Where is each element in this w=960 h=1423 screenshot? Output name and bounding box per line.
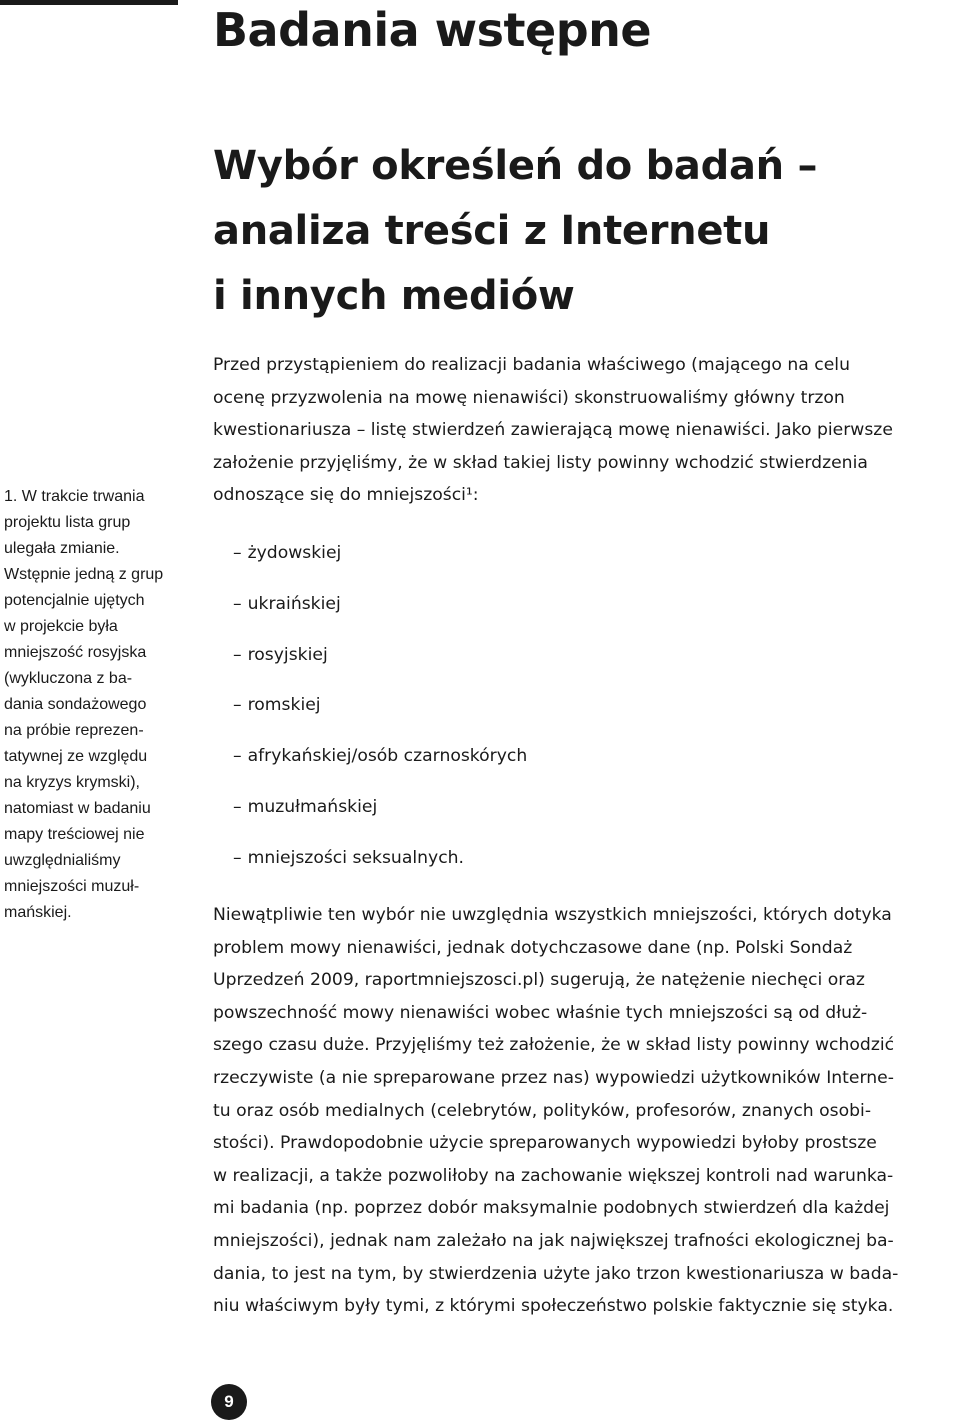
- list-item-text: ukraińskiej: [247, 593, 341, 614]
- minorities-list: [233, 536, 527, 892]
- dash-marker: –: [233, 695, 242, 716]
- list-item-text: afrykańskiej/osób czarnoskórych: [247, 746, 528, 767]
- dash-marker: –: [233, 644, 242, 665]
- footnote-line: na próbie reprezen-: [4, 722, 144, 739]
- footnote-line: natomiast w badaniu: [4, 800, 151, 817]
- main-line: Uprzedzeń 2009, raportmniejszosci.pl) sugerują, że natężenie niechęci oraz: [213, 970, 865, 991]
- footnote-line: projektu lista grup: [4, 514, 131, 531]
- main-line: tu oraz osób medialnych (celebrytów, polityków, profesorów, znanych osobi-: [213, 1100, 872, 1121]
- dash-marker: –: [233, 593, 242, 614]
- footnote-line: dania sondażowego: [4, 696, 147, 713]
- intro-line: założenie przyjęliśmy, że w skład takiej listy powinny wchodzić stwierdzenia: [213, 452, 868, 473]
- footnote-1: [4, 484, 180, 926]
- main-line: rzeczywiste (a nie spreparowane przez nas) wypowiedzi użytkowników Interne-: [213, 1067, 894, 1088]
- list-item: [233, 587, 527, 638]
- main-line: szego czasu duże. Przyjęliśmy też założenie, że w skład listy powinny wchodzić: [213, 1035, 895, 1056]
- list-item: [233, 688, 527, 739]
- list-item-text: muzułmańskiej: [247, 796, 378, 817]
- intro-line: odnoszące się do mniejszości¹:: [213, 485, 479, 506]
- main-line: niu właściwym były tymi, z którymi społeczeństwo polskie faktycznie się styka.: [213, 1296, 894, 1317]
- intro-paragraph: [213, 349, 958, 512]
- chapter-title-line: Wybór określeń do badań –: [213, 143, 818, 189]
- main-line: dania, to jest na tym, by stwierdzenia użyte jako trzon kwestionariusza w bada-: [213, 1263, 899, 1284]
- footnote-line: ulegała zmianie.: [4, 540, 120, 557]
- intro-line: ocenę przyzwolenia na mowę nienawiści) skonstruowaliśmy główny trzon: [213, 387, 845, 408]
- page-number-badge: 9: [211, 1384, 247, 1420]
- footnote-line: na kryzys krymski),: [4, 774, 140, 791]
- footnote-line: Wstępnie jedną z grup: [4, 566, 164, 583]
- footnote-line: mniejszość rosyjska: [4, 644, 147, 661]
- dash-marker: –: [233, 796, 242, 817]
- main-line: mi badania (np. poprzez dobór maksymalnie podobnych stwierdzeń dla każdej: [213, 1198, 890, 1219]
- list-item-text: rosyjskiej: [247, 644, 328, 665]
- main-paragraph: [213, 899, 958, 1323]
- main-line: Niewątpliwie ten wybór nie uwzględnia wszystkich mniejszości, których dotyka: [213, 905, 892, 925]
- main-line: w realizacji, a także pozwoliłoby na zachowanie większej kontroli nad warunka-: [213, 1165, 894, 1186]
- footnote-line: mniejszości muzuł-: [4, 878, 140, 895]
- list-item: [233, 790, 527, 841]
- dash-marker: –: [233, 543, 242, 563]
- list-item: [233, 739, 527, 790]
- footnote-line: 1. W trakcie trwania: [4, 488, 145, 505]
- footnote-line: mańskiej.: [4, 904, 72, 921]
- main-line: powszechność mowy nienawiści wobec właśnie tych mniejszości są od dłuż-: [213, 1002, 868, 1023]
- list-item-text: żydowskiej: [247, 543, 342, 563]
- list-item: [233, 841, 527, 892]
- footnote-line: uwzględnialiśmy: [4, 852, 121, 869]
- dash-marker: –: [233, 847, 242, 868]
- top-rule: [0, 0, 178, 5]
- footnote-line: mapy treściowej nie: [4, 826, 145, 843]
- list-item-text: mniejszości seksualnych.: [247, 847, 464, 868]
- main-line: stości). Prawdopodobnie użycie spreparowanych wypowiedzi byłoby prostsze: [213, 1133, 877, 1154]
- footnote-line: (wykluczona z ba-: [4, 670, 133, 687]
- chapter-title-line: i innych mediów: [213, 273, 575, 319]
- chapter-title-line: analiza treści z Internetu: [213, 208, 771, 254]
- footnote-line: potencjalnie ujętych: [4, 592, 145, 609]
- section-title: Badania wstępne: [213, 3, 652, 57]
- intro-line: kwestionariusza – listę stwierdzeń zawierającą mowę nienawiści. Jako pierwsze: [213, 420, 893, 441]
- footnote-line: w projekcie była: [4, 618, 118, 635]
- list-item: [233, 638, 527, 689]
- list-item-text: romskiej: [247, 695, 321, 716]
- chapter-title: [213, 134, 817, 329]
- list-item: [233, 536, 527, 587]
- intro-line: Przed przystąpieniem do realizacji badania właściwego (mającego na celu: [213, 355, 850, 375]
- dash-marker: –: [233, 746, 242, 767]
- main-line: problem mowy nienawiści, jednak dotychczasowe dane (np. Polski Sondaż: [213, 937, 853, 958]
- main-line: mniejszości), jednak nam zależało na jak największej trafności ekologicznej ba-: [213, 1230, 894, 1251]
- footnote-line: tatywnej ze względu: [4, 748, 148, 765]
